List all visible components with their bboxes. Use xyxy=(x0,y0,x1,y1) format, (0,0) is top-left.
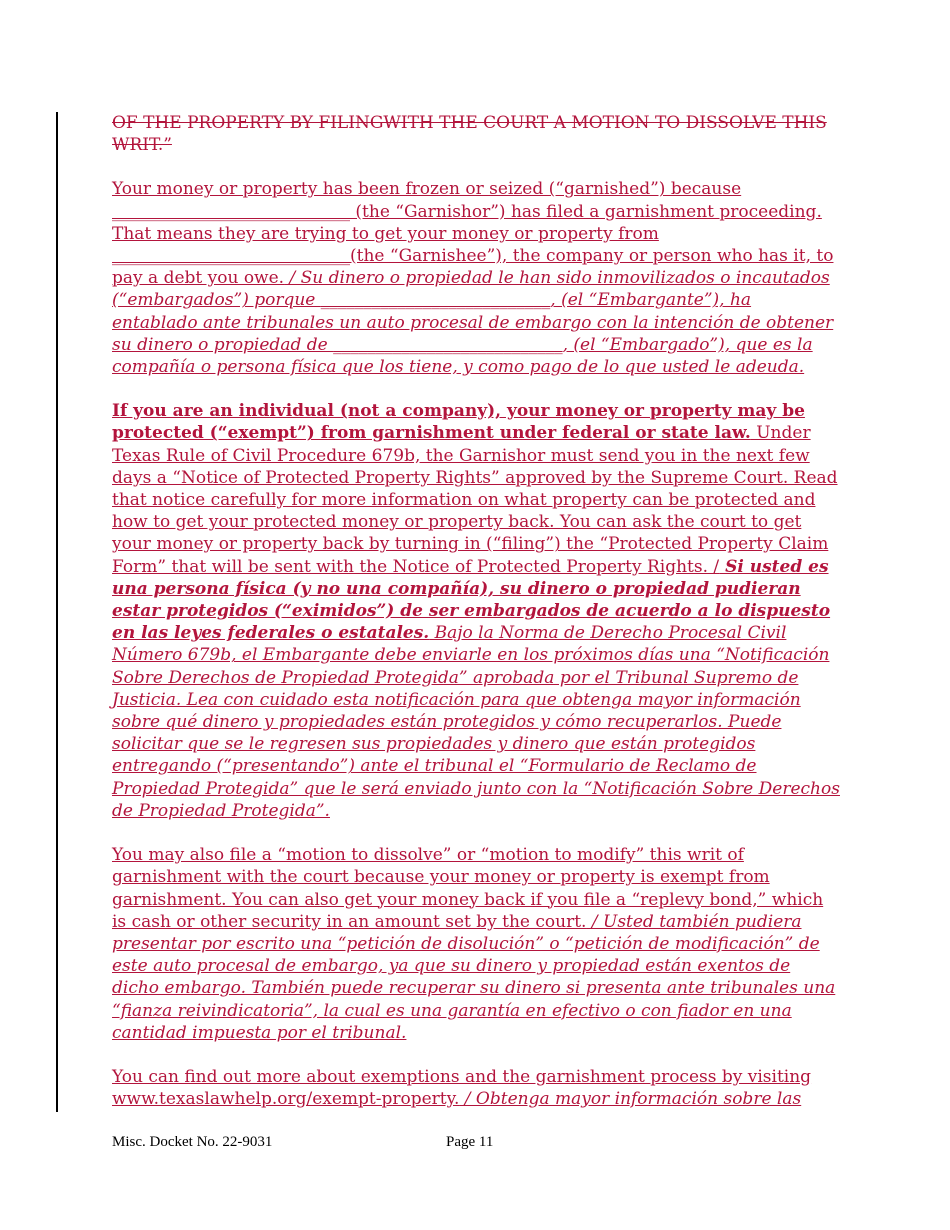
revision-change-bar xyxy=(56,112,58,1112)
struck-text: OF THE PROPERTY BY FILINGWITH THE COURT A MOTION TO DISSOLVE THIS WRIT.” xyxy=(112,113,827,156)
paragraph-more-info: You can find out more about exemptions and the garnishment process by visiting www.texaslawhelp.org/exempt-property. / Obtenga mayor información sobre las xyxy=(112,1066,812,1110)
document-body xyxy=(112,112,840,1110)
garnishee-blank: ____________________________ xyxy=(112,246,350,267)
embargado-blank: ___________________________ xyxy=(333,334,563,355)
paragraph-exempt-property: If you are an individual (not a company), your money or property may be protected (“exempt”) from garnishment under federal or state law. Under Texas Rule of Civil Procedure 679b, the Garnishor must send you in the next few days a “Notice of Protected Property Rights” approved by the Supreme Court. Read that notice carefully for more information on what property can be protected and how to get your protected money or property back. You can ask the court to get your money or property back by turning in (“filing”) the “Protected Property Claim Form” that will be sent with the Notice of Protected Property Rights. / Si usted es una persona física (y no una compañía), su dinero o propiedad pudieran estar protegidos (“eximidos”) de ser embargados de acuerdo a lo dispuesto en las leyes federales o estatales. Bajo la Norma de Derecho Procesal Civil Número 679b, el Embargante debe enviarle en los próximos días una “Notificación Sobre Derechos de Propiedad Protegida” aprobada por el Tribunal Supremo de Justicia. Lea con cuidado esta notificación para que obtenga mayor información sobre qué dinero y propiedades están protegidos y cómo recuperarlos. Puede solicitar que se le regresen sus propiedades y dinero que están protegidos entregando (“presentando”) ante el tribunal el “Formulario de Reclamo de Propiedad Protegida” que le será enviado junto con la “Notificación Sobre Derechos de Propiedad Protegida”. xyxy=(112,401,840,821)
embargante-blank: ___________________________ xyxy=(320,290,551,311)
garnishor-blank: ____________________________ xyxy=(112,201,350,222)
paragraph-motion-to-dissolve: You may also file a “motion to dissolve” or “motion to modify” this writ of garnishment with the court because your money or property is exempt from garnishment. You can also get your money back if you file a “replevy bond,” which is cash or other security in an amount set by the court. / Usted también pudiera presentar por escrito una “petición de disolución” o “petición de modificación” de este auto procesal de embargo, ya que su dinero y propiedad están exentos de dicho embargo. También puede recuperar su dinero si presenta ante tribunales una “fianza reivindicatoria”, la cual es una garantía en efectivo o con fiador en una cantidad impuesta por el tribunal. xyxy=(112,845,836,1043)
paragraph-garnishment-notice: Your money or property has been frozen or seized (“garnished”) because ____________________________ (the “Garnishor”) has filed a garnishment proceeding. That means they are trying to get your money or property from ____________________________(the “Garnishee”), the company or person who has it, to pay a debt you owe. / Su dinero o propiedad le han sido inmovilizados o incautados (“embargados”) porque ___________________________, (el “Embargante”), ha entablado ante tribunales un auto procesal de embargo con la intención de obtener su dinero o propiedad de ___________________________, (el “Embargado”), que es la compañía o persona física que los tiene, y como pago de lo que usted le adeuda. xyxy=(112,179,834,378)
page-number: Page 11 xyxy=(446,1134,494,1150)
docket-number: Misc. Docket No. 22-9031 xyxy=(112,1134,273,1150)
